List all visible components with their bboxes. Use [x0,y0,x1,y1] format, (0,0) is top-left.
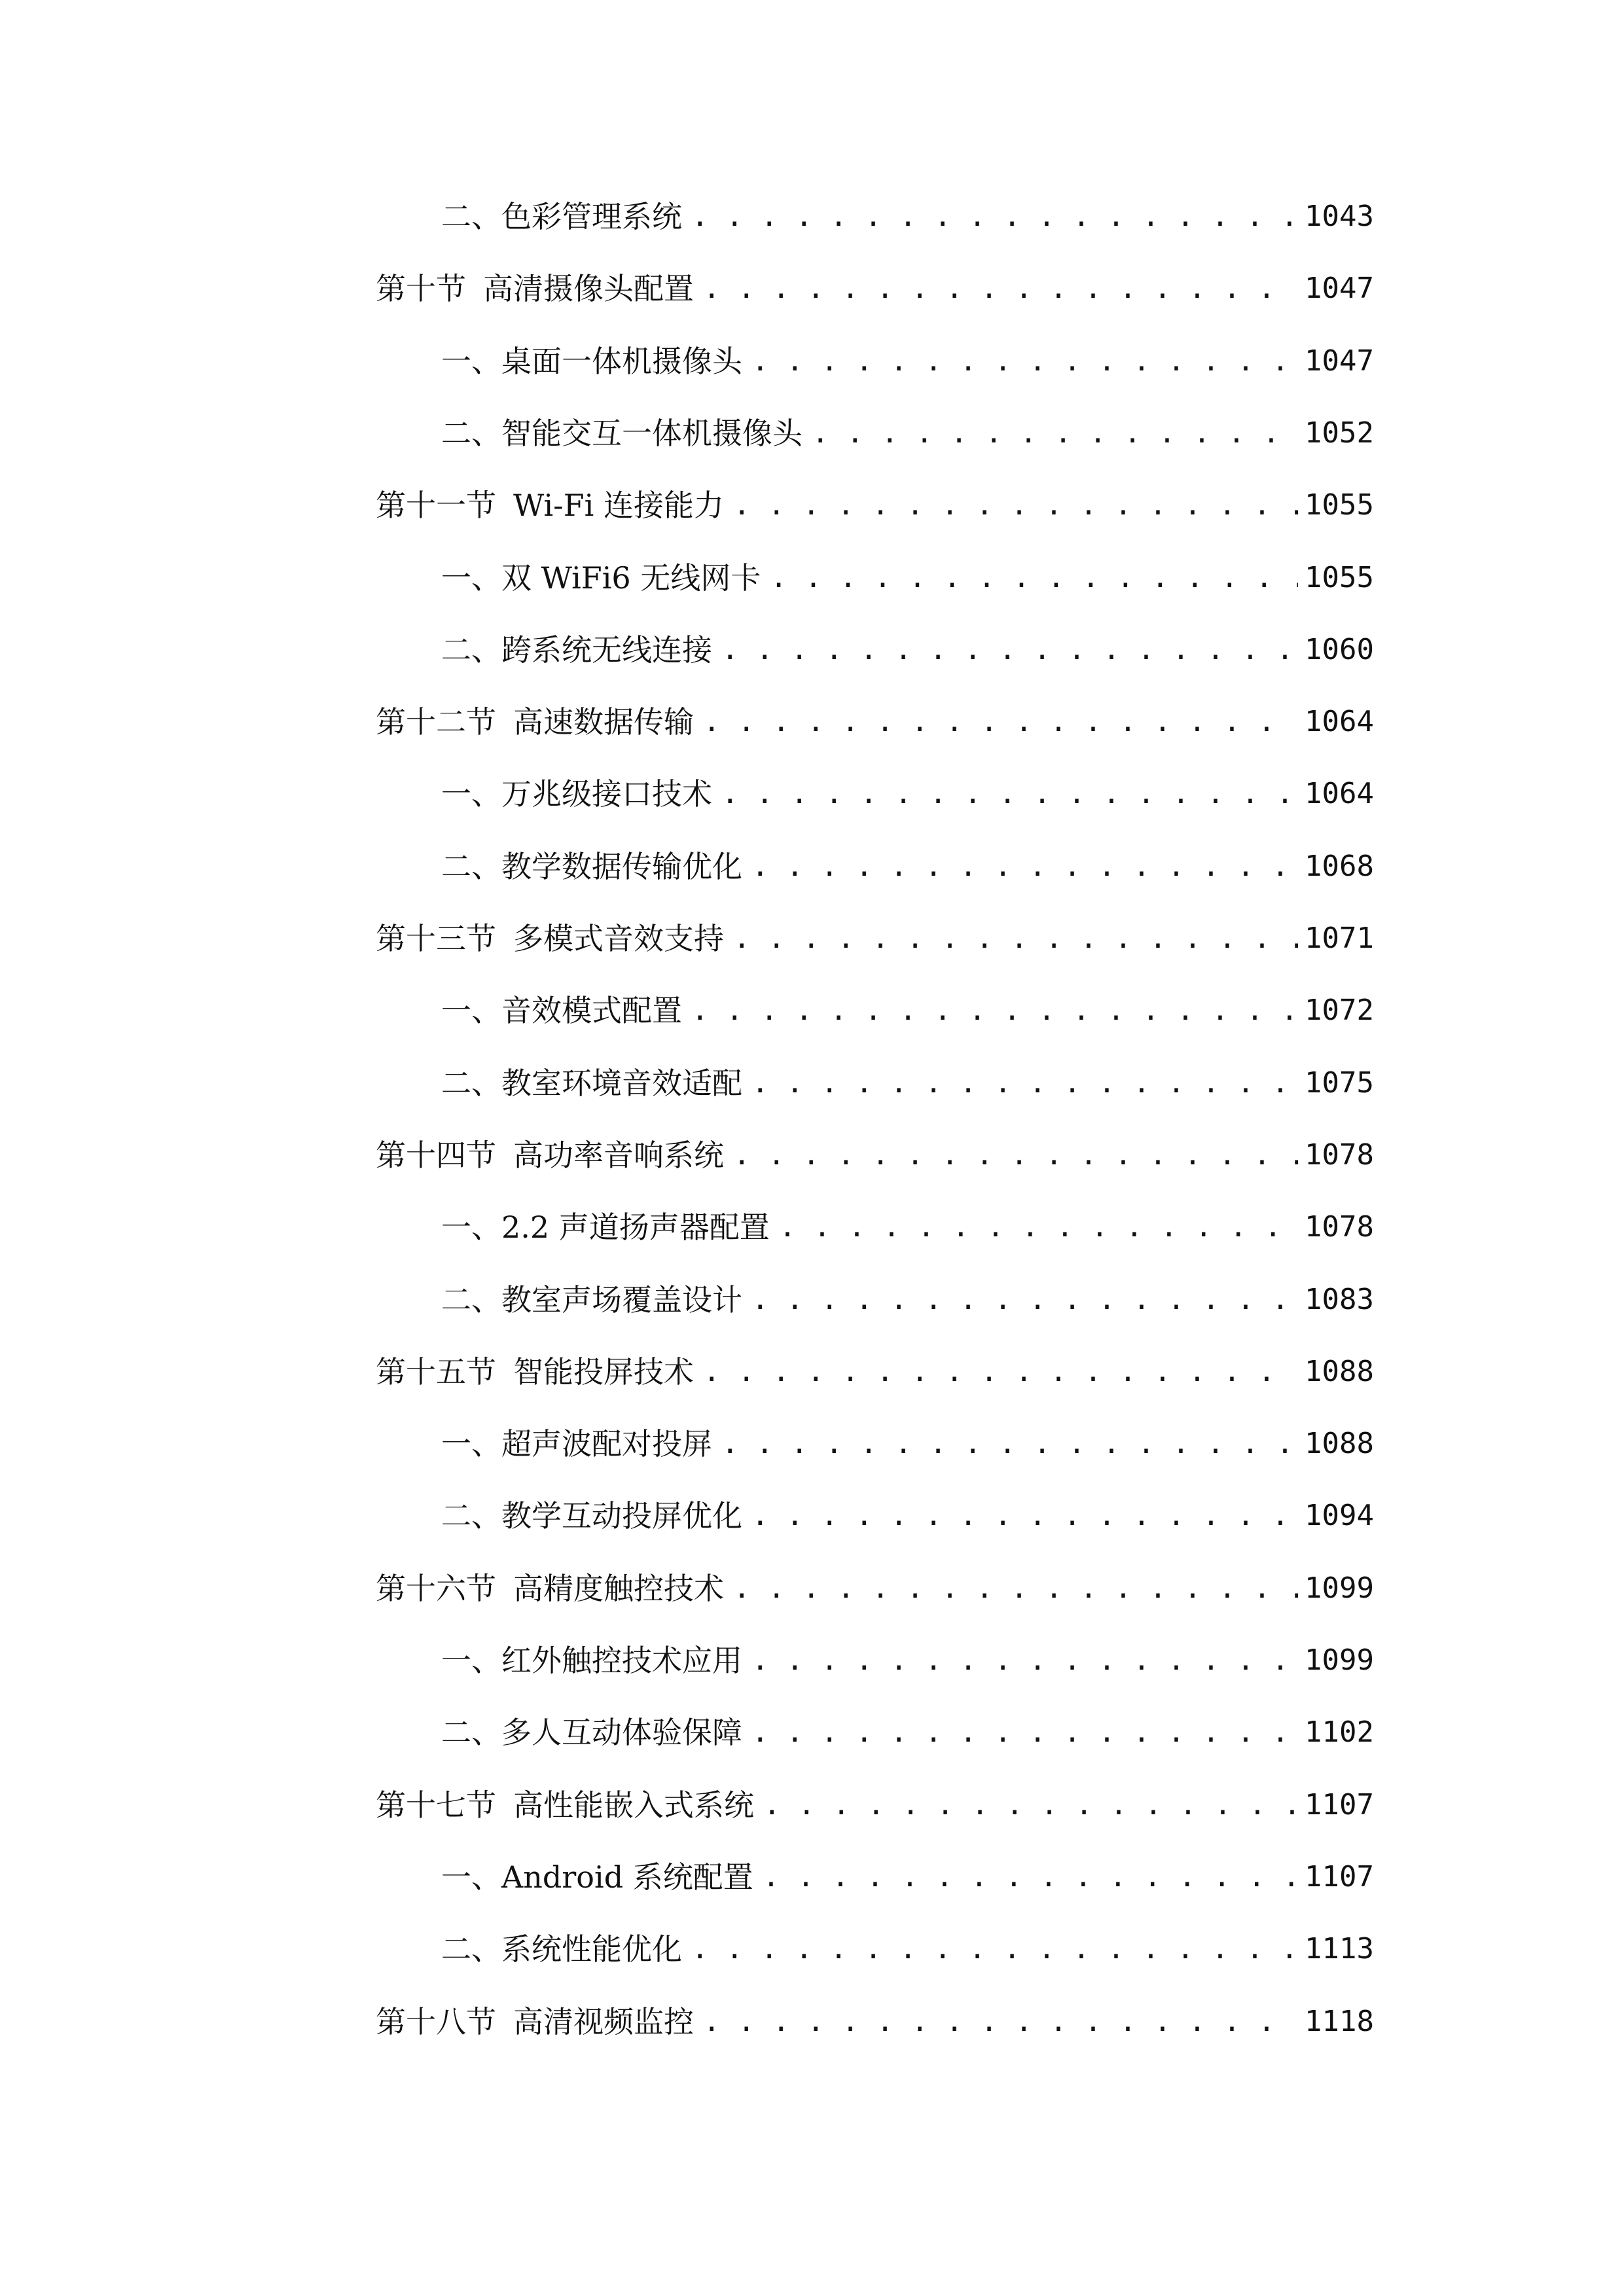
toc-entry-number: 二、 [441,1498,501,1534]
toc-subsection-entry [441,982,1374,1039]
toc-subsection-entry [441,404,1374,462]
toc-entry-title: 教学互动投屏优化 [501,1498,742,1534]
toc-entry-number: 第十五节 [376,1354,496,1390]
toc-entry-number: 二、 [441,1066,501,1101]
toc-dot-leader [751,838,1298,895]
toc-page-number: 1088 [1305,1427,1374,1460]
toc-page-number: 1055 [1305,561,1374,594]
toc-subsection-entry [441,838,1374,895]
toc-entry-number: 一、 [441,560,501,596]
toc-page-number: 1055 [1305,488,1374,522]
toc-page-number: 1068 [1305,850,1374,883]
toc-page-number: 1078 [1305,1138,1374,1172]
toc-dot-leader [763,1776,1298,1834]
toc-dot-leader [751,1632,1298,1689]
toc-dot-leader [733,476,1298,534]
toc-section-entry [376,476,1374,534]
toc-entry-number: 一、 [441,1426,501,1462]
toc-subsection-entry [441,1054,1374,1112]
toc-page-number: 1099 [1305,1571,1374,1605]
toc-entry-number: 二、 [441,199,501,234]
toc-entry-number: 第十节 [376,271,466,306]
toc-page-number: 1099 [1305,1643,1374,1677]
toc-subsection-entry [441,1848,1374,1906]
toc-dot-leader [703,1993,1298,2051]
toc-dot-leader [691,982,1298,1039]
toc-dot-leader [703,260,1298,317]
toc-entry-number: 第十二节 [376,704,496,740]
toc-page-number: 1118 [1305,2005,1374,2038]
toc-page-number: 1072 [1305,994,1374,1027]
toc-dot-leader [763,1848,1298,1906]
toc-entry-title: 多模式音效支持 [513,921,724,956]
toc-entry-title: 音效模式配置 [501,993,682,1028]
toc-dot-leader [721,621,1298,679]
toc-subsection-entry [441,1920,1374,1978]
toc-page-number: 1094 [1305,1499,1374,1532]
toc-dot-leader [721,765,1298,823]
toc-page-number: 1047 [1305,272,1374,305]
toc-subsection-entry [441,1632,1374,1689]
toc-entry-number: 第十八节 [376,2004,496,2039]
toc-dot-leader [733,1126,1298,1184]
toc-entry-title: 高精度触控技术 [513,1571,724,1606]
toc-entry-number: 第十六节 [376,1571,496,1606]
toc-section-entry [376,1560,1374,1617]
toc-subsection-entry [441,1487,1374,1545]
toc-entry-title: 跨系统无线连接 [501,632,712,668]
toc-entry-title: 高清视频监控 [513,2004,694,2039]
toc-entry-number: 一、 [441,993,501,1028]
toc-page-number: 1064 [1305,777,1374,810]
toc-entry-title: 万兆级接口技术 [501,776,712,812]
toc-dot-leader [751,1271,1298,1329]
toc-entry-number: 第十一节 [376,488,496,523]
toc-entry-title: 高性能嵌入式系统 [513,1787,754,1823]
toc-entry-title: 智能交互一体机摄像头 [501,416,803,451]
toc-page-number: 1088 [1305,1355,1374,1388]
toc-section-entry [376,1776,1374,1834]
toc-entry-title: 桌面一体机摄像头 [501,344,742,379]
toc-dot-leader [703,693,1298,751]
toc-entry-title: 2.2 声道扬声器配置 [501,1210,770,1245]
toc-entry-title: Android 系统配置 [501,1859,753,1895]
toc-subsection-entry [441,765,1374,823]
toc-dot-leader [751,1054,1298,1112]
toc-section-entry [376,910,1374,967]
toc-page-number: 1075 [1305,1066,1374,1100]
toc-dot-leader [733,910,1298,967]
toc-section-entry [376,693,1374,751]
toc-dot-leader [703,1343,1298,1401]
toc-entry-number: 一、 [441,1859,501,1895]
toc-dot-leader [721,1415,1298,1473]
toc-dot-leader [691,188,1298,245]
toc-page-number: 1107 [1305,1860,1374,1893]
toc-section-entry [376,1993,1374,2051]
toc-section-entry [376,1343,1374,1401]
toc-subsection-entry [441,621,1374,679]
toc-subsection-entry [441,1271,1374,1329]
toc-section-entry [376,1126,1374,1184]
toc-entry-number: 一、 [441,344,501,379]
toc-subsection-entry [441,1198,1374,1256]
toc-entry-number: 二、 [441,632,501,668]
toc-entry-number: 二、 [441,1282,501,1318]
toc-entry-number: 二、 [441,416,501,451]
toc-entry-title: 教学数据传输优化 [501,849,742,884]
toc-subsection-entry [441,332,1374,390]
toc-entry-number: 第十三节 [376,921,496,956]
toc-entry-number: 一、 [441,1210,501,1245]
toc-dot-leader [751,1704,1298,1761]
toc-subsection-entry [441,1415,1374,1473]
toc-entry-title: 高功率音响系统 [513,1138,724,1173]
toc-entry-title: 色彩管理系统 [501,199,682,234]
toc-entry-number: 二、 [441,1931,501,1967]
toc-entry-number: 二、 [441,849,501,884]
toc-page-number: 1107 [1305,1788,1374,1821]
toc-entry-title: 智能投屏技术 [513,1354,694,1390]
toc-page-number: 1043 [1305,200,1374,233]
toc-dot-leader [691,1920,1298,1978]
toc-dot-leader [770,549,1298,607]
toc-entry-number: 一、 [441,776,501,812]
toc-page-number: 1060 [1305,633,1374,666]
toc-entry-title: 超声波配对投屏 [501,1426,712,1462]
toc-dot-leader [779,1198,1298,1256]
toc-page-number: 1078 [1305,1210,1374,1244]
toc-dot-leader [751,332,1298,390]
toc-entry-title: 系统性能优化 [501,1931,682,1967]
toc-entry-title: 教室声场覆盖设计 [501,1282,742,1318]
toc-entry-title: Wi-Fi 连接能力 [513,488,724,523]
toc-page-number: 1083 [1305,1283,1374,1316]
toc-entry-title: 高清摄像头配置 [483,271,694,306]
toc-entry-number: 一、 [441,1643,501,1678]
toc-page-number: 1102 [1305,1715,1374,1749]
toc-entry-number: 第十四节 [376,1138,496,1173]
toc-subsection-entry [441,1704,1374,1761]
toc-entry-number: 第十七节 [376,1787,496,1823]
toc-entry-title: 红外触控技术应用 [501,1643,742,1678]
toc-page-number: 1064 [1305,705,1374,738]
toc-entry-title: 教室环境音效适配 [501,1066,742,1101]
toc-entry-title: 双 WiFi6 无线网卡 [501,560,761,596]
toc-page-number: 1071 [1305,922,1374,955]
toc-entry-title: 高速数据传输 [513,704,694,740]
toc-section-entry [376,260,1374,317]
toc-entry-title: 多人互动体验保障 [501,1715,742,1750]
toc-subsection-entry [441,549,1374,607]
toc-dot-leader [812,404,1298,462]
toc-subsection-entry [441,188,1374,245]
toc-page-number: 1047 [1305,344,1374,378]
toc-dot-leader [751,1487,1298,1545]
toc-page-number: 1113 [1305,1932,1374,1965]
toc-entry-number: 二、 [441,1715,501,1750]
toc-dot-leader [733,1560,1298,1617]
toc-page-number: 1052 [1305,416,1374,450]
